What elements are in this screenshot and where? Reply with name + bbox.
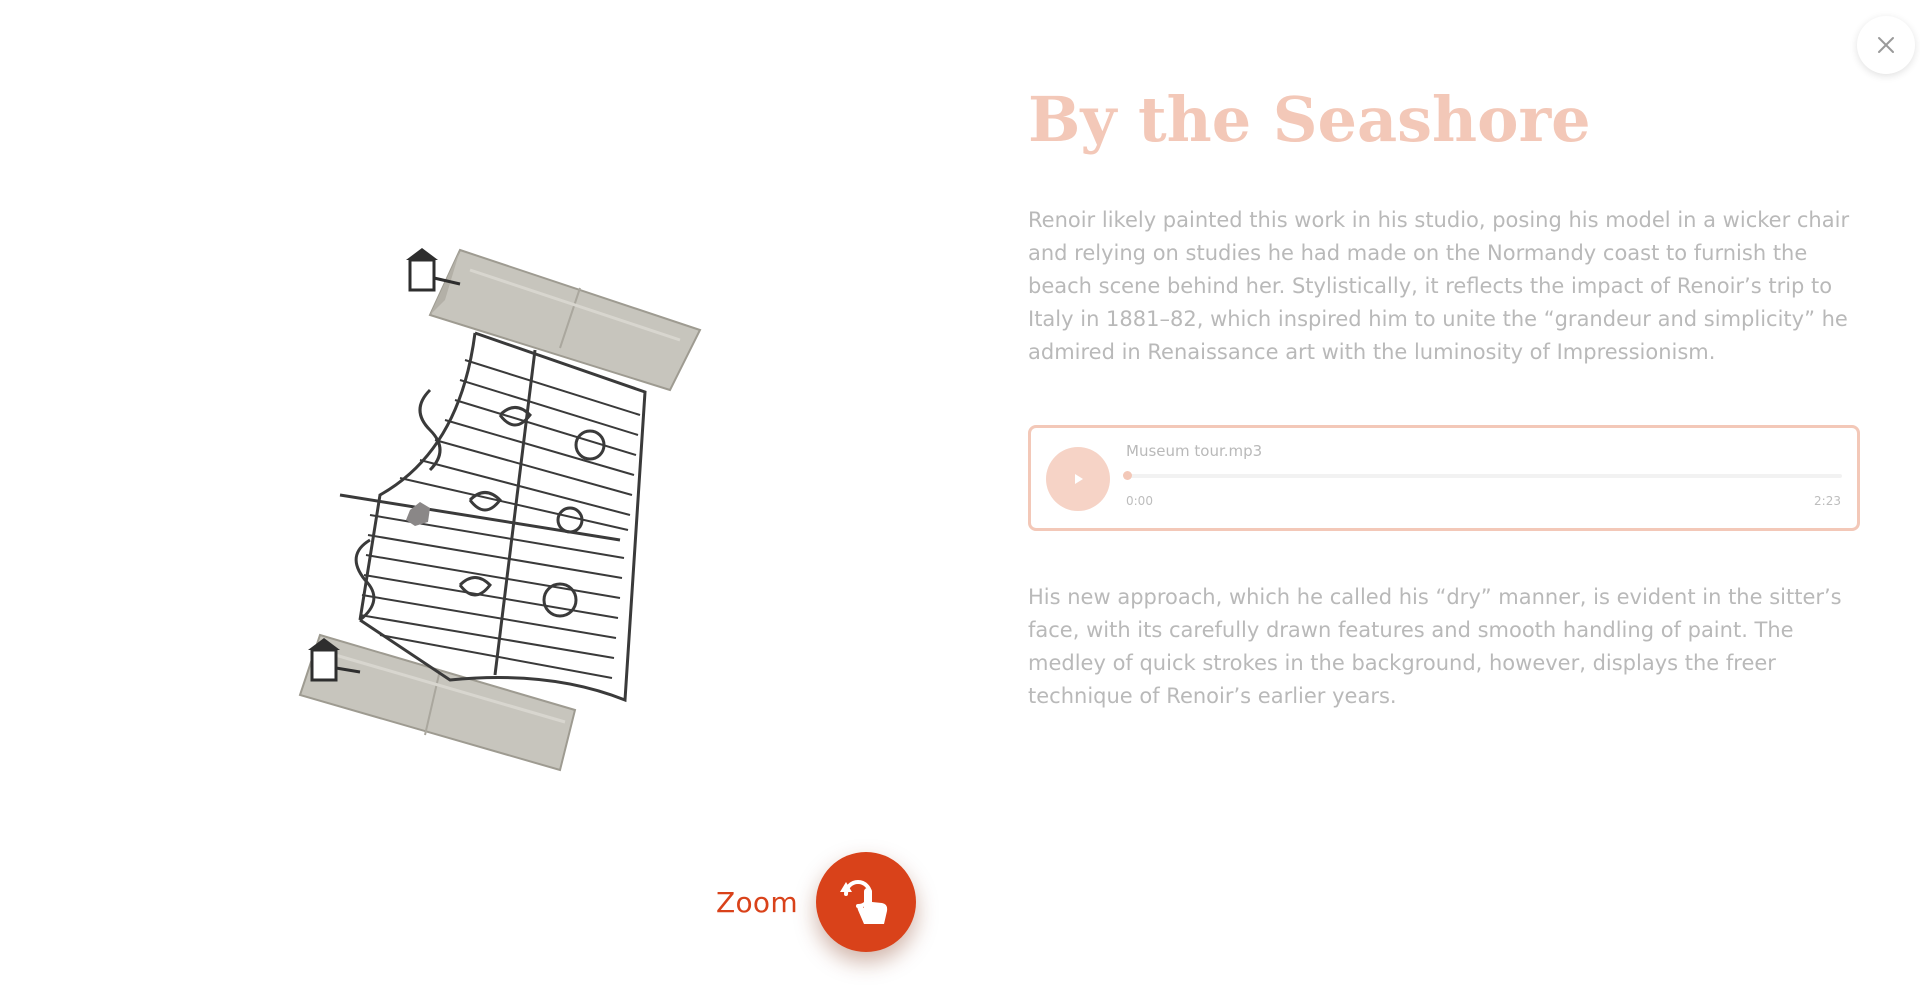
audio-current-time: 0:00	[1126, 494, 1153, 508]
rotate-touch-icon	[836, 872, 896, 932]
3d-model-viewer[interactable]	[260, 240, 730, 780]
audio-total-time: 2:23	[1814, 494, 1841, 508]
zoom-control	[716, 852, 916, 952]
play-button[interactable]	[1046, 447, 1110, 511]
zoom-button[interactable]	[816, 852, 916, 952]
artwork-description-2: His new approach, which he called his “dry” manner, is evident in the sitter’s face, with its carefully drawn features and smooth handling of paint. The medley of quick strokes in the background, however, displays the freer technique of Renoir’s earlier years.	[1028, 585, 1842, 708]
bottom-stone-pillar	[300, 635, 575, 770]
zoom-label: Zoom	[716, 885, 798, 919]
artwork-info-panel	[1028, 80, 1866, 713]
close-icon	[1877, 36, 1895, 54]
gate-model-image	[260, 240, 730, 780]
audio-player	[1028, 425, 1860, 531]
audio-progress-knob[interactable]	[1123, 471, 1132, 480]
iron-gate	[340, 333, 645, 700]
play-icon	[1069, 470, 1087, 488]
audio-file-name: Museum tour.mp3	[1126, 442, 1263, 460]
artwork-description-1: Renoir likely painted this work in his studio, posing his model in a wicker chair and relying on studies he had made on the Normandy coast to furnish the beach scene behind her. Stylistically, it reflects the impact of Renoir’s trip to Italy in 1881–82, which inspired him to unite the “grandeur and simplicity” he admired in Renaissance art with the luminosity of Impressionism.	[1028, 208, 1850, 364]
close-button[interactable]	[1857, 16, 1915, 74]
top-stone-pillar	[430, 250, 700, 390]
audio-progress-bar[interactable]	[1126, 474, 1842, 478]
artwork-title: By the Seashore	[1028, 83, 1591, 156]
